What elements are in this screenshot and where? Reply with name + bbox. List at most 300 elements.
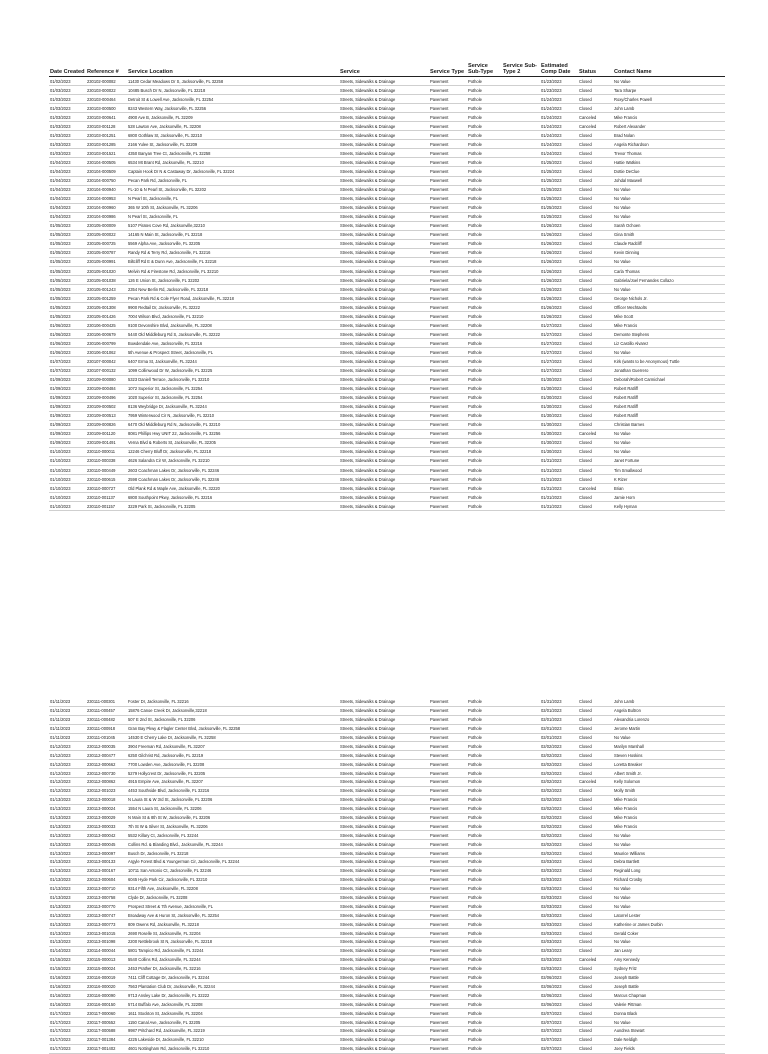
cell-status: Closed xyxy=(578,831,613,840)
table-row xyxy=(49,493,725,502)
cell-service: Streets, Sidewalks & Drainage xyxy=(339,893,429,902)
cell-comp-date: 01/30/2023 xyxy=(540,384,578,393)
cell-location: 6045 Hyde Park Cir, Jacksonville, FL 32210 xyxy=(127,875,339,884)
cell-contact: Molly Smith xyxy=(613,786,725,795)
cell-reference: 230103-000500 xyxy=(86,104,127,113)
cell-sub-type: Pothole xyxy=(467,973,502,982)
cell-sub-type-2 xyxy=(502,1035,540,1044)
cell-comp-date: 01/24/2023 xyxy=(540,131,578,140)
cell-date-created: 01/03/2023 xyxy=(49,95,86,104)
cell-date-created: 01/13/2023 xyxy=(49,831,86,840)
cell-date-created: 01/13/2023 xyxy=(49,938,86,947)
cell-date-created: 01/13/2023 xyxy=(49,875,86,884)
table-row xyxy=(49,257,725,266)
cell-date-created: 01/14/2023 xyxy=(49,946,86,955)
cell-comp-date: 01/31/2023 xyxy=(540,466,578,475)
cell-date-created: 01/09/2023 xyxy=(49,411,86,420)
cell-service-type: Pavement xyxy=(429,420,467,429)
cell-sub-type: Pothole xyxy=(467,131,502,140)
table-row xyxy=(49,751,725,760)
cell-sub-type-2 xyxy=(502,321,540,330)
cell-service: Streets, Sidewalks & Drainage xyxy=(339,357,429,366)
cell-sub-type-2 xyxy=(502,257,540,266)
table-row xyxy=(49,104,725,113)
cell-sub-type-2 xyxy=(502,239,540,248)
cell-sub-type-2 xyxy=(502,466,540,475)
cell-reference: 230117-001402 xyxy=(86,1044,127,1053)
cell-status: Closed xyxy=(578,760,613,769)
cell-contact: Loretta Breaker xyxy=(613,760,725,769)
cell-status: Closed xyxy=(578,77,613,86)
cell-service: Streets, Sidewalks & Drainage xyxy=(339,375,429,384)
cell-contact: Latorrel Lester xyxy=(613,911,725,920)
cell-date-created: 01/05/2023 xyxy=(49,312,86,321)
cell-comp-date: 01/26/2023 xyxy=(540,221,578,230)
cell-location: 2598 Coachman Lakes Dr, Jacksonville, FL 32246 xyxy=(127,475,339,484)
cell-sub-type-2 xyxy=(502,221,540,230)
cell-service-type: Pavement xyxy=(429,212,467,221)
cell-service-type: Pavement xyxy=(429,973,467,982)
cell-service-type: Pavement xyxy=(429,698,467,706)
cell-contact: Marcus Chapman xyxy=(613,991,725,1000)
cell-sub-type-2 xyxy=(502,276,540,285)
table-row xyxy=(49,778,725,787)
cell-contact: Debra Bartlett xyxy=(613,858,725,867)
cell-sub-type: Pothole xyxy=(467,955,502,964)
cell-sub-type-2 xyxy=(502,893,540,902)
cell-sub-type-2 xyxy=(502,348,540,357)
cell-comp-date: 01/26/2023 xyxy=(540,312,578,321)
cell-contact: Roxy/Charles Powell xyxy=(613,95,725,104)
table-row xyxy=(49,375,725,384)
cell-reference: 230110-001157 xyxy=(86,502,127,511)
cell-service-type: Pavement xyxy=(429,964,467,973)
cell-location: 5107 Pirates Cove Rd, Jacksonville,32210 xyxy=(127,221,339,230)
cell-sub-type-2 xyxy=(502,929,540,938)
cell-sub-type-2 xyxy=(502,502,540,511)
cell-reference: 230105-000991 xyxy=(86,257,127,266)
cell-service-type: Pavement xyxy=(429,751,467,760)
cell-sub-type: Pothole xyxy=(467,795,502,804)
cell-location: 9987 Pritchard Rd, Jacksonville, FL 32219 xyxy=(127,1026,339,1035)
table-row xyxy=(49,849,725,858)
cell-date-created: 01/06/2023 xyxy=(49,339,86,348)
sheet-page-2 xyxy=(49,698,725,1054)
cell-location: 2690 Roselle St, Jacksonville, FL 32204 xyxy=(127,929,339,938)
cell-comp-date: 02/02/2023 xyxy=(540,849,578,858)
cell-location: Argyle Forest Blvd & Youngerman Cir, Jacksonville, FL 32244 xyxy=(127,858,339,867)
cell-service-type: Pavement xyxy=(429,230,467,239)
cell-comp-date: 01/31/2023 xyxy=(540,493,578,502)
cell-service-type: Pavement xyxy=(429,858,467,867)
table-row xyxy=(49,973,725,982)
cell-comp-date: 01/24/2023 xyxy=(540,113,578,122)
cell-reference: 230113-000097 xyxy=(86,849,127,858)
col-header-status: Status xyxy=(578,62,613,77)
cell-service-type: Pavement xyxy=(429,158,467,167)
cell-service-type: Pavement xyxy=(429,902,467,911)
cell-location: 3229 Park St, Jacksonville, FL 32205 xyxy=(127,502,339,511)
cell-date-created: 01/17/2023 xyxy=(49,1026,86,1035)
cell-reference: 230117-001384 xyxy=(86,1035,127,1044)
cell-date-created: 01/06/2023 xyxy=(49,348,86,357)
cell-sub-type: Pothole xyxy=(467,484,502,493)
cell-contact: Robert Ratliff xyxy=(613,384,725,393)
cell-sub-type-2 xyxy=(502,920,540,929)
cell-service: Streets, Sidewalks & Drainage xyxy=(339,95,429,104)
cell-date-created: 01/15/2023 xyxy=(49,964,86,973)
cell-reference: 230106-000799 xyxy=(86,339,127,348)
cell-sub-type-2 xyxy=(502,964,540,973)
cell-reference: 230105-000725 xyxy=(86,239,127,248)
cell-status: Closed xyxy=(578,348,613,357)
cell-status: Closed xyxy=(578,194,613,203)
cell-service: Streets, Sidewalks & Drainage xyxy=(339,751,429,760)
cell-reference: 230113-000758 xyxy=(86,893,127,902)
cell-contact: Joey Fields xyxy=(613,1044,725,1053)
cell-reference: 230117-000588 xyxy=(86,1026,127,1035)
cell-service-type: Pavement xyxy=(429,348,467,357)
cell-reference: 230103-001521 xyxy=(86,149,127,158)
cell-location: Busch Dr, Jacksonville, FL 32218 xyxy=(127,849,339,858)
cell-date-created: 01/13/2023 xyxy=(49,795,86,804)
cell-status: Closed xyxy=(578,502,613,511)
cell-service-type: Pavement xyxy=(429,239,467,248)
cell-reference: 230103-001251 xyxy=(86,131,127,140)
cell-service-type: Pavement xyxy=(429,946,467,955)
cell-sub-type: Pothole xyxy=(467,724,502,733)
cell-contact: Mike Francis xyxy=(613,321,725,330)
cell-sub-type: Pothole xyxy=(467,849,502,858)
cell-contact: Jamie Horn xyxy=(613,493,725,502)
cell-contact: No Value xyxy=(613,733,725,742)
cell-status: Canceled xyxy=(578,484,613,493)
cell-reference: 230103-000641 xyxy=(86,113,127,122)
cell-sub-type-2 xyxy=(502,813,540,822)
cell-date-created: 01/13/2023 xyxy=(49,902,86,911)
cell-contact: Joseph Battle xyxy=(613,982,725,991)
cell-service: Streets, Sidewalks & Drainage xyxy=(339,1018,429,1027)
cell-contact: Liz Castillo Alvarez xyxy=(613,339,725,348)
cell-service-type: Pavement xyxy=(429,294,467,303)
table-row xyxy=(49,239,725,248)
cell-sub-type-2 xyxy=(502,203,540,212)
cell-sub-type: Pothole xyxy=(467,230,502,239)
cell-date-created: 01/13/2023 xyxy=(49,866,86,875)
cell-date-created: 01/05/2023 xyxy=(49,294,86,303)
cell-sub-type: Pothole xyxy=(467,456,502,465)
cell-comp-date: 02/03/2023 xyxy=(540,902,578,911)
cell-service: Streets, Sidewalks & Drainage xyxy=(339,303,429,312)
table-row xyxy=(49,715,725,724)
cell-location: N Pearl St, Jacksonville, FL xyxy=(127,212,339,221)
cell-sub-type-2 xyxy=(502,402,540,411)
cell-location: Broadway Ave & Huron St, Jacksonville, FL 32254 xyxy=(127,911,339,920)
cell-comp-date: 01/31/2023 xyxy=(540,484,578,493)
cell-sub-type: Pothole xyxy=(467,964,502,973)
cell-sub-type-2 xyxy=(502,875,540,884)
cell-sub-type: Pothole xyxy=(467,1044,502,1053)
table-row xyxy=(49,312,725,321)
cell-service: Streets, Sidewalks & Drainage xyxy=(339,466,429,475)
cell-reference: 230112-000035 xyxy=(86,742,127,751)
cell-service-type: Pavement xyxy=(429,122,467,131)
cell-status: Closed xyxy=(578,212,613,221)
cell-status: Closed xyxy=(578,285,613,294)
cell-sub-type: Pothole xyxy=(467,698,502,706)
cell-sub-type: Pothole xyxy=(467,920,502,929)
cell-comp-date: 01/27/2023 xyxy=(540,321,578,330)
cell-reference: 230111-000301 xyxy=(86,698,127,706)
cell-comp-date: 02/01/2023 xyxy=(540,733,578,742)
cell-sub-type-2 xyxy=(502,86,540,95)
cell-sub-type: Pothole xyxy=(467,438,502,447)
table-row xyxy=(49,804,725,813)
cell-service-type: Pavement xyxy=(429,248,467,257)
cell-status: Canceled xyxy=(578,113,613,122)
cell-contact: Albert Smith Jr. xyxy=(613,769,725,778)
cell-service-type: Pavement xyxy=(429,466,467,475)
cell-service-type: Pavement xyxy=(429,475,467,484)
cell-date-created: 01/17/2023 xyxy=(49,1035,86,1044)
table-row xyxy=(49,466,725,475)
cell-contact: Angela Richardson xyxy=(613,140,725,149)
cell-comp-date: 01/24/2023 xyxy=(540,149,578,158)
cell-sub-type-2 xyxy=(502,742,540,751)
table-row xyxy=(49,955,725,964)
cell-reference: 230109-000502 xyxy=(86,402,127,411)
cell-service-type: Pavement xyxy=(429,1035,467,1044)
cell-contact: Sarah Ochoen xyxy=(613,221,725,230)
cell-sub-type: Pothole xyxy=(467,167,502,176)
cell-comp-date: 01/27/2023 xyxy=(540,357,578,366)
cell-reference: 230114-000044 xyxy=(86,946,127,955)
cell-contact: Jan Leary xyxy=(613,946,725,955)
cell-date-created: 01/04/2023 xyxy=(49,212,86,221)
table-row xyxy=(49,113,725,122)
cell-comp-date: 02/07/2023 xyxy=(540,1026,578,1035)
cell-location: Old Plank Rd & Maple Ave, Jacksonville, FL 32220 xyxy=(127,484,339,493)
cell-status: Closed xyxy=(578,402,613,411)
cell-status: Closed xyxy=(578,1044,613,1053)
cell-comp-date: 01/26/2023 xyxy=(540,257,578,266)
cell-sub-type-2 xyxy=(502,248,540,257)
cell-contact: Robert Ratliff xyxy=(613,402,725,411)
cell-sub-type-2 xyxy=(502,991,540,1000)
cell-status: Closed xyxy=(578,946,613,955)
cell-date-created: 01/13/2023 xyxy=(49,911,86,920)
cell-status: Closed xyxy=(578,384,613,393)
cell-date-created: 01/13/2023 xyxy=(49,804,86,813)
cell-service-type: Pavement xyxy=(429,813,467,822)
cell-reference: 230110-000449 xyxy=(86,466,127,475)
cell-comp-date: 02/02/2023 xyxy=(540,822,578,831)
cell-comp-date: 01/30/2023 xyxy=(540,402,578,411)
cell-service: Streets, Sidewalks & Drainage xyxy=(339,946,429,955)
cell-status: Closed xyxy=(578,902,613,911)
cell-service: Streets, Sidewalks & Drainage xyxy=(339,167,429,176)
cell-service: Streets, Sidewalks & Drainage xyxy=(339,239,429,248)
cell-date-created: 01/09/2023 xyxy=(49,393,86,402)
cell-service-type: Pavement xyxy=(429,786,467,795)
cell-sub-type: Pothole xyxy=(467,733,502,742)
cell-contact: Jonathan Guerrero xyxy=(613,366,725,375)
cell-service-type: Pavement xyxy=(429,266,467,275)
cell-contact: Richard Crosby xyxy=(613,875,725,884)
cell-sub-type-2 xyxy=(502,982,540,991)
cell-reference: 230109-000496 xyxy=(86,393,127,402)
table-row xyxy=(49,875,725,884)
cell-service-type: Pavement xyxy=(429,402,467,411)
table-row xyxy=(49,86,725,95)
cell-location: 4225 Lakeside Dr, Jacksonville, FL 32210 xyxy=(127,1035,339,1044)
cell-service: Streets, Sidewalks & Drainage xyxy=(339,502,429,511)
cell-date-created: 01/10/2023 xyxy=(49,466,86,475)
cell-sub-type: Pothole xyxy=(467,357,502,366)
cell-sub-type-2 xyxy=(502,113,540,122)
cell-service: Streets, Sidewalks & Drainage xyxy=(339,429,429,438)
cell-date-created: 01/05/2023 xyxy=(49,257,86,266)
cell-service-type: Pavement xyxy=(429,875,467,884)
table-row xyxy=(49,786,725,795)
cell-sub-type: Pothole xyxy=(467,804,502,813)
cell-date-created: 01/04/2023 xyxy=(49,203,86,212)
cell-service-type: Pavement xyxy=(429,991,467,1000)
cell-reference: 230112-001023 xyxy=(86,786,127,795)
cell-date-created: 01/12/2023 xyxy=(49,751,86,760)
cell-sub-type-2 xyxy=(502,285,540,294)
cell-contact: No Value xyxy=(613,348,725,357)
cell-sub-type: Pothole xyxy=(467,1035,502,1044)
cell-comp-date: 01/30/2023 xyxy=(540,375,578,384)
cell-location: Gran Bay Pkwy & Flagler Center Blvd, Jacksonville, FL 32258 xyxy=(127,724,339,733)
cell-contact: Kelly Solomon xyxy=(613,778,725,787)
cell-service: Streets, Sidewalks & Drainage xyxy=(339,875,429,884)
cell-date-created: 01/09/2023 xyxy=(49,429,86,438)
cell-sub-type: Pothole xyxy=(467,149,502,158)
cell-sub-type: Pothole xyxy=(467,239,502,248)
cell-contact: Gabriela/Joel Fernandes Collazo xyxy=(613,276,725,285)
cell-service: Streets, Sidewalks & Drainage xyxy=(339,456,429,465)
cell-date-created: 01/12/2023 xyxy=(49,786,86,795)
cell-service: Streets, Sidewalks & Drainage xyxy=(339,991,429,1000)
cell-sub-type: Pothole xyxy=(467,991,502,1000)
cell-reference: 230116-000150 xyxy=(86,1000,127,1009)
cell-status: Closed xyxy=(578,920,613,929)
cell-comp-date: 01/25/2023 xyxy=(540,158,578,167)
cell-location: Melvin Rd & Firestone Rd, Jacksonville, FL 32210 xyxy=(127,266,339,275)
cell-reference: 230117-000060 xyxy=(86,1009,127,1018)
cell-service: Streets, Sidewalks & Drainage xyxy=(339,86,429,95)
cell-sub-type-2 xyxy=(502,769,540,778)
cell-contact: Sydney Fritz xyxy=(613,964,725,973)
cell-contact: Trevor Thomas xyxy=(613,149,725,158)
cell-comp-date: 02/03/2023 xyxy=(540,955,578,964)
cell-service: Streets, Sidewalks & Drainage xyxy=(339,176,429,185)
cell-date-created: 01/16/2023 xyxy=(49,1000,86,1009)
cell-status: Closed xyxy=(578,131,613,140)
cell-location: 6800 Southpoint Pkwy, Jacksonville, FL 32216 xyxy=(127,493,339,502)
table-row xyxy=(49,866,725,875)
cell-reference: 230113-000033 xyxy=(86,822,127,831)
cell-sub-type-2 xyxy=(502,194,540,203)
cell-date-created: 01/10/2023 xyxy=(49,475,86,484)
cell-sub-type: Pothole xyxy=(467,158,502,167)
cell-status: Closed xyxy=(578,786,613,795)
cell-comp-date: 02/02/2023 xyxy=(540,742,578,751)
cell-service: Streets, Sidewalks & Drainage xyxy=(339,257,429,266)
cell-date-created: 01/10/2023 xyxy=(49,484,86,493)
cell-reference: 230113-001015 xyxy=(86,929,127,938)
cell-contact: No Value xyxy=(613,203,725,212)
table-row xyxy=(49,393,725,402)
cell-service: Streets, Sidewalks & Drainage xyxy=(339,938,429,947)
cell-reference: 230106-000679 xyxy=(86,330,127,339)
cell-service-type: Pavement xyxy=(429,493,467,502)
cell-sub-type-2 xyxy=(502,167,540,176)
cell-status: Canceled xyxy=(578,429,613,438)
sheet-page-1 xyxy=(49,62,725,511)
cell-service-type: Pavement xyxy=(429,769,467,778)
cell-service: Streets, Sidewalks & Drainage xyxy=(339,911,429,920)
cell-service-type: Pavement xyxy=(429,257,467,266)
cell-service: Streets, Sidewalks & Drainage xyxy=(339,230,429,239)
cell-comp-date: 02/02/2023 xyxy=(540,778,578,787)
cell-status: Closed xyxy=(578,303,613,312)
cell-sub-type: Pothole xyxy=(467,321,502,330)
cell-service-type: Pavement xyxy=(429,411,467,420)
cell-reference: 230113-000167 xyxy=(86,866,127,875)
cell-date-created: 01/15/2023 xyxy=(49,955,86,964)
table-row xyxy=(49,1035,725,1044)
cell-date-created: 01/03/2023 xyxy=(49,140,86,149)
cell-service-type: Pavement xyxy=(429,95,467,104)
cell-sub-type-2 xyxy=(502,706,540,715)
cell-sub-type-2 xyxy=(502,212,540,221)
cell-reference: 230105-000009 xyxy=(86,221,127,230)
cell-sub-type-2 xyxy=(502,384,540,393)
cell-sub-type: Pothole xyxy=(467,312,502,321)
table-row xyxy=(49,1026,725,1035)
cell-sub-type: Pothole xyxy=(467,982,502,991)
table-row xyxy=(49,167,725,176)
cell-contact: Tara Sharpe xyxy=(613,86,725,95)
cell-reference: 230103-001128 xyxy=(86,122,127,131)
cell-contact: Gerald Coker xyxy=(613,929,725,938)
cell-sub-type-2 xyxy=(502,751,540,760)
table-row xyxy=(49,149,725,158)
table-row xyxy=(49,402,725,411)
cell-sub-type: Pothole xyxy=(467,221,502,230)
cell-status: Closed xyxy=(578,438,613,447)
cell-status: Closed xyxy=(578,456,613,465)
table-row xyxy=(49,706,725,715)
cell-sub-type-2 xyxy=(502,804,540,813)
cell-comp-date: 02/02/2023 xyxy=(540,840,578,849)
cell-status: Closed xyxy=(578,1009,613,1018)
cell-sub-type: Pothole xyxy=(467,447,502,456)
cell-sub-type-2 xyxy=(502,1000,540,1009)
cell-service: Streets, Sidewalks & Drainage xyxy=(339,285,429,294)
table-row xyxy=(49,194,725,203)
cell-comp-date: 01/24/2023 xyxy=(540,95,578,104)
table-row xyxy=(49,733,725,742)
cell-location: N Laura St & W 3rd St, Jacksonville, FL 32206 xyxy=(127,795,339,804)
cell-contact: Angela Bultron xyxy=(613,706,725,715)
cell-sub-type-2 xyxy=(502,715,540,724)
cell-sub-type-2 xyxy=(502,760,540,769)
table-row xyxy=(49,185,725,194)
